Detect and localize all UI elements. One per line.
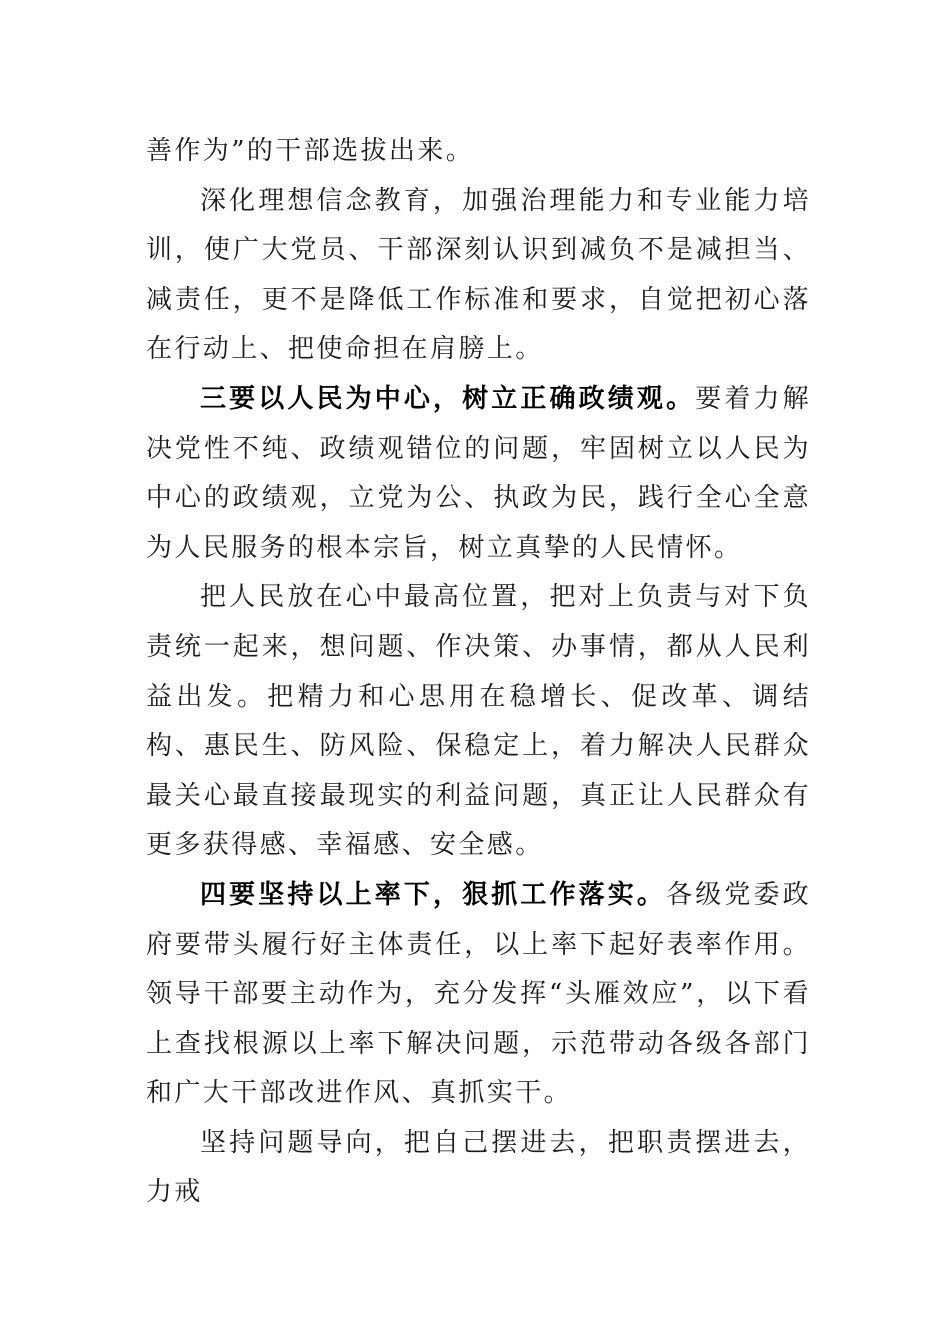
paragraph-3-text: 要着力解决党性不纯、政绩观错位的问题，牢固树立以人民为中心的政绩观，立党为公、执政为民，践行全心全意为人民服务的根本宗旨，树立真挚的人民情怀。 [146,383,811,563]
paragraph-2 [146,177,811,375]
paragraph-6 [146,1119,811,1218]
paragraph-4-text: 把人民放在心中最高位置，把对上负责与对下负责统一起来，想问题、作决策、办事情，都从人民利益出发。把精力和心思用在稳增长、促改革、调结构、惠民生、防风险、保稳定上，着力解决人民群众最关心最直接最现实的利益问题，真正让人民群众有更多获得感、幸福感、安全感。 [146,582,811,861]
paragraph-6-text: 坚持问题导向，把自己摆进去，把职责摆进去，力戒 [146,1127,811,1208]
paragraph-1 [146,127,811,177]
paragraph-5 [146,871,811,1119]
paragraph-5-heading: 四要坚持以上率下，狠抓工作落实。 [200,879,667,910]
paragraph-4 [146,573,811,871]
paragraph-1-text: 善作为”的干部选拔出来。 [146,136,475,166]
paragraph-3-heading: 三要以人民为中心，树立正确政绩观。 [200,383,696,414]
document-body [146,127,811,1218]
paragraph-5-text: 各级党委政府要带头履行好主体责任，以上率下起好表率作用。领导干部要主动作为，充分发挥“头雁效应”，以下看上查找根源以上率下解决问题，示范带动各级各部门和广大干部改进作风、真抓实干。 [146,879,811,1109]
paragraph-2-text: 深化理想信念教育，加强治理能力和专业能力培训，使广大党员、干部深刻认识到减负不是减担当、减责任，更不是降低工作标准和要求，自觉把初心落在行动上、把使命担在肩膀上。 [146,185,811,365]
paragraph-3 [146,375,811,573]
